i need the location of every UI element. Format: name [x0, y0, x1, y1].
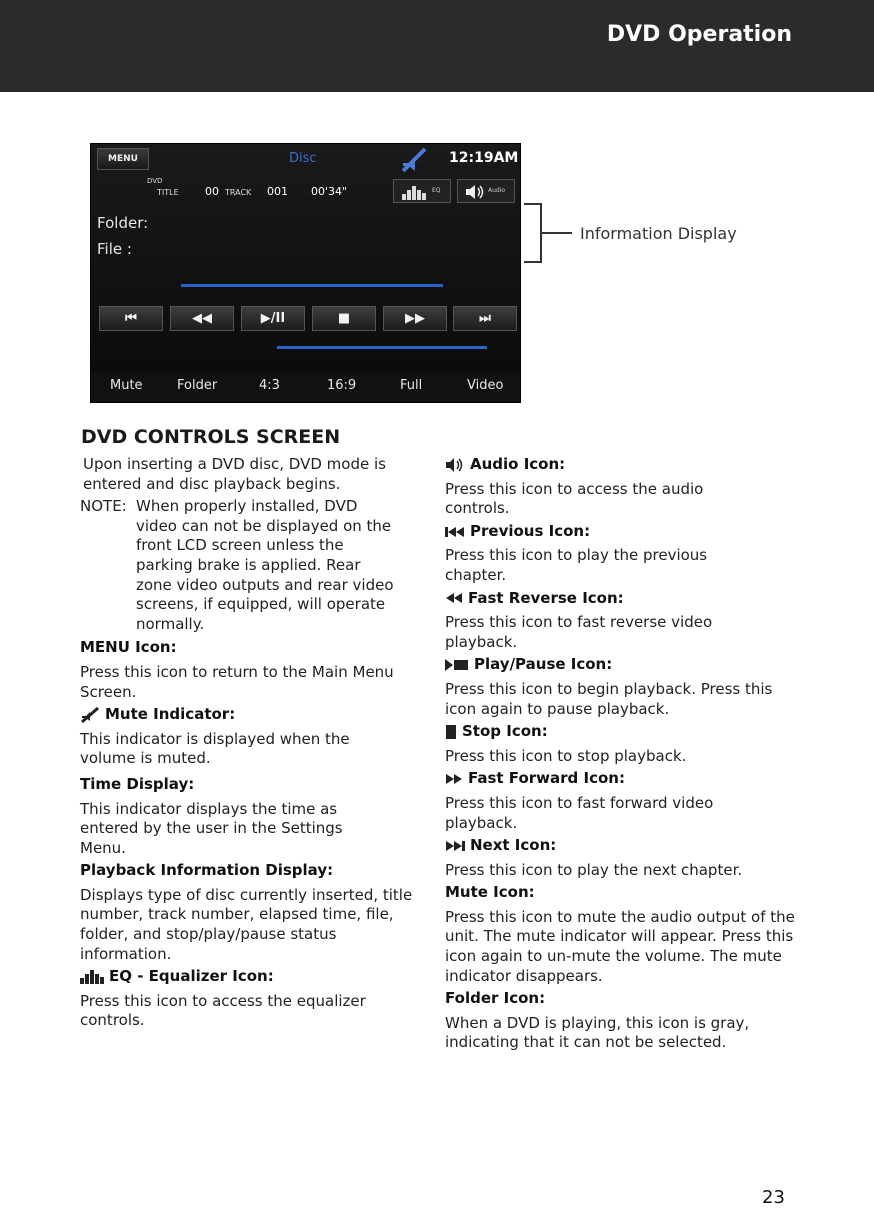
mute-button[interactable]: Mute: [110, 378, 143, 393]
audio-button[interactable]: [457, 179, 515, 203]
stop-icon-text: Press this icon to stop playback.: [445, 746, 687, 765]
folder-icon-text: When a DVD is playing, this icon is gray, indicating that it can not be selected.: [445, 1013, 750, 1052]
elapsed-time: 00'34": [311, 185, 348, 198]
right-column: [445, 455, 805, 1056]
dvd-screen-illustration: [90, 143, 521, 403]
intro-text: Upon inserting a DVD disc, DVD mode is entered and disc playback begins.: [83, 455, 386, 493]
previous-icon-text: Press this icon to play the previous chapter.: [445, 546, 708, 584]
play-pause-icon-heading: Play/Pause Icon:: [445, 655, 805, 675]
fast-reverse-icon-text: Press this icon to fast reverse video playback.: [445, 613, 713, 651]
fast-forward-icon: [445, 773, 463, 785]
folder-icon-heading: Folder Icon:: [445, 989, 546, 1008]
previous-icon-heading: Previous Icon:: [445, 522, 805, 542]
eq-label: EQ: [432, 187, 441, 194]
note: [80, 497, 425, 634]
callout-bracket: [524, 203, 542, 263]
time-display-heading: Time Display:: [80, 774, 195, 793]
eq-button[interactable]: [393, 179, 451, 203]
bottom-toolbar: [91, 372, 521, 403]
play-pause-button[interactable]: ▶/II: [241, 306, 305, 331]
fast-forward-icon-text: Press this icon to fast forward video playback.: [445, 793, 714, 832]
playback-info-heading: Playback Information Display:: [80, 861, 334, 880]
page-title: DVD Operation: [606, 22, 792, 47]
fast-reverse-button[interactable]: ◀◀: [170, 306, 234, 331]
speaker-icon: [464, 182, 486, 202]
file-label: File :: [97, 240, 132, 258]
menu-icon-text: Press this icon to return to the Main Menu Screen.: [80, 662, 394, 701]
speaker-icon: [445, 457, 465, 473]
playback-info-text: Displays type of disc currently inserted, title number, track number, elapsed time, file, folder, and stop/play/pause status information.: [80, 885, 413, 963]
header-bar: [0, 0, 874, 92]
callout-label: Information Display: [580, 224, 737, 243]
stop-icon-heading: Stop Icon:: [445, 722, 805, 742]
equalizer-icon: [80, 970, 104, 984]
eq-icon-heading: EQ - Equalizer Icon:: [80, 967, 425, 987]
source-label: Disc: [289, 151, 317, 166]
mute-indicator-icon: [80, 707, 100, 723]
fast-reverse-icon: [445, 592, 463, 604]
play-pause-icon: [445, 658, 469, 672]
next-icon-heading: Next Icon:: [445, 836, 805, 856]
left-column: [80, 455, 425, 1034]
audio-label: Audio: [488, 187, 506, 194]
title-label: TITLE: [157, 188, 179, 197]
folder-label: Folder:: [97, 214, 149, 232]
title-number: 00: [205, 185, 219, 198]
menu-icon-heading: MENU Icon:: [80, 638, 177, 657]
mute-icon-heading: Mute Icon:: [445, 883, 535, 902]
fast-reverse-icon-heading: Fast Reverse Icon:: [445, 589, 805, 609]
audio-icon-text: Press this icon to access the audio controls.: [445, 479, 704, 518]
callout-line: [542, 232, 572, 234]
progress-bar-lower: [277, 346, 487, 349]
disc-type: DVD: [147, 177, 163, 185]
stop-icon: [445, 724, 457, 740]
eq-icon-text: Press this icon to access the equalizer controls.: [80, 991, 366, 1030]
mute-indicator-heading: Mute Indicator:: [80, 705, 425, 725]
mute-indicator-text: This indicator is displayed when the volume is muted.: [80, 729, 350, 768]
previous-icon: [445, 526, 465, 538]
next-icon: [445, 840, 465, 852]
aspect-16-9-button[interactable]: 16:9: [327, 378, 357, 393]
menu-button[interactable]: MENU: [97, 148, 149, 170]
video-button[interactable]: Video: [467, 378, 504, 393]
fast-forward-button[interactable]: ▶▶: [383, 306, 447, 331]
track-label: TRACK: [225, 188, 252, 197]
aspect-4-3-button[interactable]: 4:3: [259, 378, 280, 393]
section-title: DVD CONTROLS SCREEN: [81, 426, 341, 448]
play-pause-icon-text: Press this icon to begin playback. Press this icon again to pause playback.: [445, 679, 773, 718]
time-display-text: This indicator displays the time as entered by the user in the Settings Menu.: [80, 799, 343, 857]
fast-forward-icon-heading: Fast Forward Icon:: [445, 769, 805, 789]
page-number: 23: [762, 1187, 785, 1208]
note-text: When properly installed, DVD video can not be displayed on the front LCD screen unless the parking brake is applied. Rear zone video outputs and rear video screens, if equipped, will operate normally.: [136, 497, 394, 633]
previous-button[interactable]: ⏮: [99, 306, 163, 331]
next-button[interactable]: ⏭: [453, 306, 517, 331]
full-button[interactable]: Full: [400, 378, 423, 393]
stop-button[interactable]: ■: [312, 306, 376, 331]
time-display: 12:19AM: [449, 150, 519, 166]
audio-icon-heading: Audio Icon:: [445, 455, 805, 475]
note-label: NOTE:: [80, 497, 127, 516]
mute-indicator-icon: [399, 147, 429, 173]
track-number: 001: [267, 185, 288, 198]
folder-button[interactable]: Folder: [177, 378, 218, 393]
mute-icon-text: Press this icon to mute the audio output of the unit. The mute indicator will appear. Press this icon again to un-mute the volume. The mute indicator disappears.: [445, 907, 795, 985]
next-icon-text: Press this icon to play the next chapter.: [445, 860, 743, 879]
progress-bar: [181, 284, 443, 287]
